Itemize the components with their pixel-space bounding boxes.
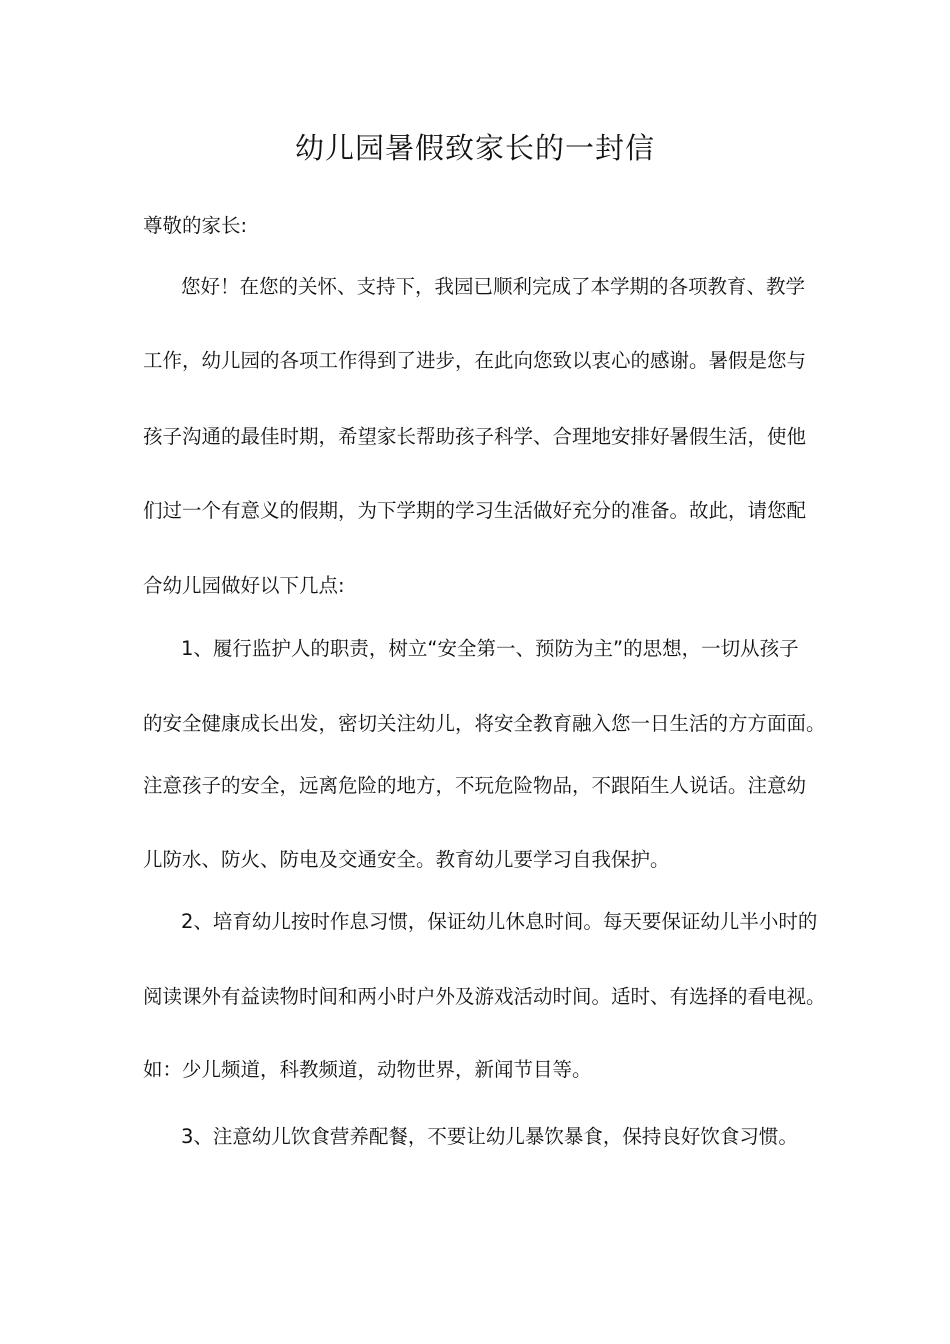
paragraph-line: 1、履行监护人的职责，树立“安全第一、预防为主”的思想，一切从孩子 — [181, 637, 799, 660]
paragraph-line: 合幼儿园做好以下几点: — [143, 574, 345, 597]
paragraph-line: 孩子沟通的最佳时期，希望家长帮助孩子科学、合理地安排好暑假生活，使他 — [143, 425, 807, 448]
paragraph-line: 注意孩子的安全，远离危险的地方，不玩危险物品，不跟陌生人说话。注意幼 — [143, 774, 807, 797]
paragraph-line: 您好！在您的关怀、支持下，我园已顺利完成了本学期的各项教育、教学 — [181, 275, 806, 298]
paragraph-line: 的安全健康成长出发，密切关注幼儿，将安全教育融入您一日生活的方方面面。 — [143, 712, 826, 735]
paragraph-line: 如：少儿频道，科教频道，动物世界，新闻节目等。 — [143, 1058, 592, 1081]
paragraph-line: 儿防水、防火、防电及交通安全。教育幼儿要学习自我保护。 — [143, 848, 670, 871]
salutation: 尊敬的家长: — [143, 214, 248, 237]
page-title: 幼儿园暑假致家长的一封信 — [294, 131, 655, 165]
paragraph-line: 3、注意幼儿饮食营养配餐，不要让幼儿暴饮暴食，保持良好饮食习惯。 — [181, 1125, 798, 1148]
paragraph-line: 阅读课外有益读物时间和两小时户外及游戏活动时间。适时、有选择的看电视。 — [143, 985, 826, 1008]
paragraph-line: 们过一个有意义的假期，为下学期的学习生活做好充分的准备。故此，请您配 — [143, 499, 807, 522]
paragraph-line: 工作，幼儿园的各项工作得到了进步，在此向您致以衷心的感谢。暑假是您与 — [143, 349, 807, 372]
paragraph-line: 2、培育幼儿按时作息习惯，保证幼儿休息时间。每天要保证幼儿半小时的 — [181, 910, 818, 933]
